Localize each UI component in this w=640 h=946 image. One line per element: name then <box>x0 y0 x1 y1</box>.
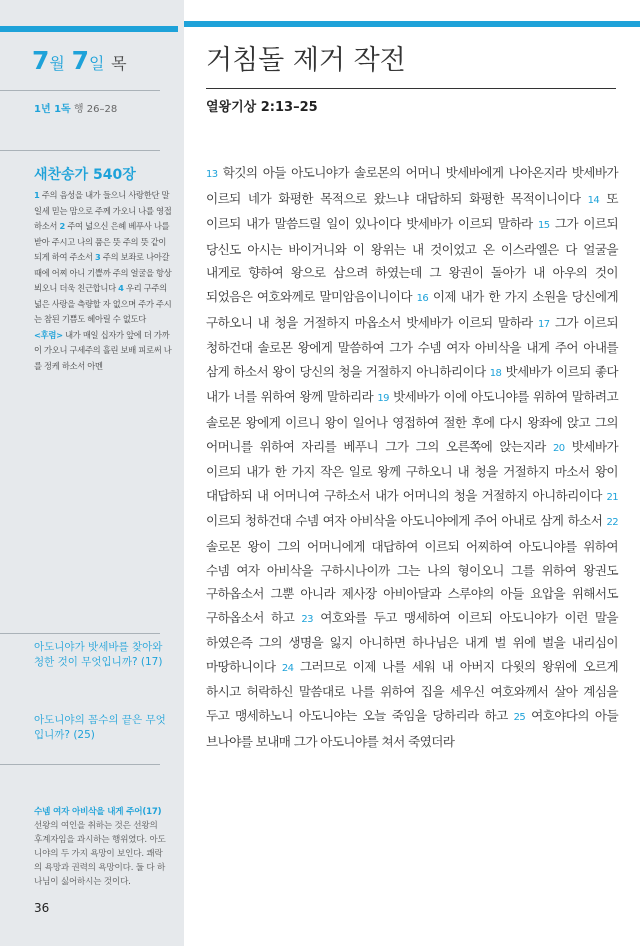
verse-number: 24 <box>281 662 294 674</box>
verse-text: 그러므로 이제 나를 세워 내 아버지 다윗의 왕위에 오르게 하시고 허락하신 말씀대로 나를 위하여 집을 세우신 여호와께서 살아 계심을 두고 맹세하노니 아도니야는 오늘 죽임을 당하리라 하고 <box>206 658 619 724</box>
verse-number: 16 <box>416 292 429 304</box>
verse-text: 이르되 청하건대 수넴 여자 아비삭을 아도니야에게 주어 아내로 삼게 하소서 <box>206 513 603 529</box>
verse-number: 15 <box>537 220 550 232</box>
verse-number: 21 <box>606 491 619 503</box>
page-title: 거침돌 제거 작전 <box>206 45 406 76</box>
verse-text: 솔로몬 왕이 그의 어머니에게 대답하여 이르되 어찌하여 아도니야를 위하여 수넴 여자 아비삭을 구하시나이까 그는 나의 형이오니 그를 위하여 왕권도 구하옵소서 그뿐 아니라 제사장 아비아달과 스루야의 아들 요압을 위해서도 구하옵소서 하고 <box>206 538 618 625</box>
verse-number: 14 <box>587 194 600 206</box>
divider <box>0 633 160 634</box>
refrain-label: <후렴> <box>34 329 63 340</box>
sidebar-accent-bar <box>0 26 178 32</box>
page-number: 36 <box>34 901 50 915</box>
divider <box>0 150 160 151</box>
verse-text: 여호와를 두고 맹세하여 이르되 아도니야가 이런 말을 하였은즉 그의 생명을 잃지 아니하면 하나님은 내게 벌 위에 벌을 내리심이 마땅하니이다 <box>206 609 618 674</box>
verse-number: 19 <box>377 393 389 405</box>
verse-number: 13 <box>206 169 218 180</box>
main-accent-bar <box>184 21 640 27</box>
verse-number: 25 <box>513 712 526 724</box>
question-2: 아도니야의 꼼수의 끝은 무엇입니까? (25) <box>34 714 166 741</box>
verse-text: 밧세바가 이르되 내가 한 가지 작은 일로 왕께 구하오니 내 청을 거절하지 마소서 왕이 대답하되 내 어머니여 구하소서 내가 어머니의 청을 거절하지 아니하리이다 <box>206 438 618 503</box>
weekday: 목 <box>111 54 127 73</box>
verse-text: 여호야다의 아들 브나야를 보내매 그가 아도니야를 쳐서 죽였더라 <box>206 708 619 749</box>
divider <box>0 90 160 91</box>
verse-text: 그가 이르되 당신도 아시는 바이거니와 이 왕위는 내 것이었고 온 이스라엘은 다 얼굴을 내게로 향하여 왕으로 삼으려 하였는데 그 왕권이 돌아가 내 아우의 것이 되었음은 여호와께로 말미암음이니이다 <box>206 216 619 304</box>
verse-number: 22 <box>606 517 618 529</box>
scripture-passage <box>206 161 618 753</box>
verse-number: 23 <box>301 613 313 625</box>
date-heading: 7월 7일 목 <box>32 46 127 75</box>
verse-text: 또 이르되 내가 말씀드릴 일이 있나이다 밧세바가 이르되 말하라 <box>206 190 618 232</box>
main-page <box>184 0 640 946</box>
verse-number: 18 <box>489 367 502 379</box>
hymn-lyrics: 1 주의 음성을 내가 들으니 사랑한단 말일세 믿는 맘으로 주께 가오니 나를 영접하소서 2 주여 넓으신 은혜 베푸사 나를 받아 주시고 나의 품은 뜻 주의 뜻 같이 되게 하여 주소서 3 주의 보좌로 나아갈 때에 어찌 아니 기쁠까 주의 얼굴을 항상 뵈오니 더욱 친근합니다 4 우리 구주의 넓은 사랑을 측량할 자 없으며 주가 주시는 참된 기쁨도 헤아릴 수 없도다 <후렴> 내가 매일 십자가 앞에 더 가까이 가오니 구세주의 흘린 보배 피로써 나를 정케 하소서 아멘 <box>34 190 172 371</box>
verse-text: 그가 이르되 청하건대 솔로몬 왕에게 말씀하여 그가 수넴 여자 아비삭을 내게 주어 아내를 삼게 하소서 왕이 당신의 청을 거절하지 아니하리이다 <box>206 314 619 379</box>
divider <box>0 764 160 765</box>
verse-text: 밧세바가 이에 아도니야를 위하여 말하려고 솔로몬 왕에게 이르니 왕이 일어나 영접하여 절한 후에 다시 왕좌에 앉고 그의 어머니를 위하여 자리를 베푸니 그가 그의 오른쪽에 앉는지라 <box>206 389 619 454</box>
scripture-reference: 열왕기상 2:13–25 <box>206 100 318 115</box>
verse-number: 20 <box>552 442 565 454</box>
verse-text: 밧세바가 이르되 좋다 내가 너를 위하여 왕께 말하리라 <box>206 363 619 405</box>
commentary-note: 수넴 여자 아비삭을 내게 주어(17) 선왕의 여인을 취하는 것은 선왕의 후계자임을 과시하는 행위였다. 아도니야의 두 가지 욕망이 보인다. 쾌락의 욕망과 권력의 욕망이다. 둘 다 하나님이 싫어하시는 것이다. <box>34 807 166 887</box>
sidebar <box>0 0 178 946</box>
verse-text: 이제 내가 한 가지 소원을 당신에게 구하오니 내 청을 거절하지 마옵소서 밧세바가 이르되 말하라 <box>206 288 619 330</box>
hymn-title: 새찬송가 540장 <box>34 167 136 183</box>
verse-number: 17 <box>537 318 550 330</box>
reading-plan: 1년 1독 행 26–28 <box>34 104 118 115</box>
verse-text: 학깃의 아들 아도니야가 솔로몬의 어머니 밧세바에게 나아온지라 밧세바가 이르되 네가 화평한 목적으로 왔느냐 대답하되 화평한 목적이니이다 <box>206 165 619 206</box>
title-divider <box>206 88 616 89</box>
question-1: 아도니야가 밧세바를 찾아와 청한 것이 무엇입니까? (17) <box>34 641 163 668</box>
